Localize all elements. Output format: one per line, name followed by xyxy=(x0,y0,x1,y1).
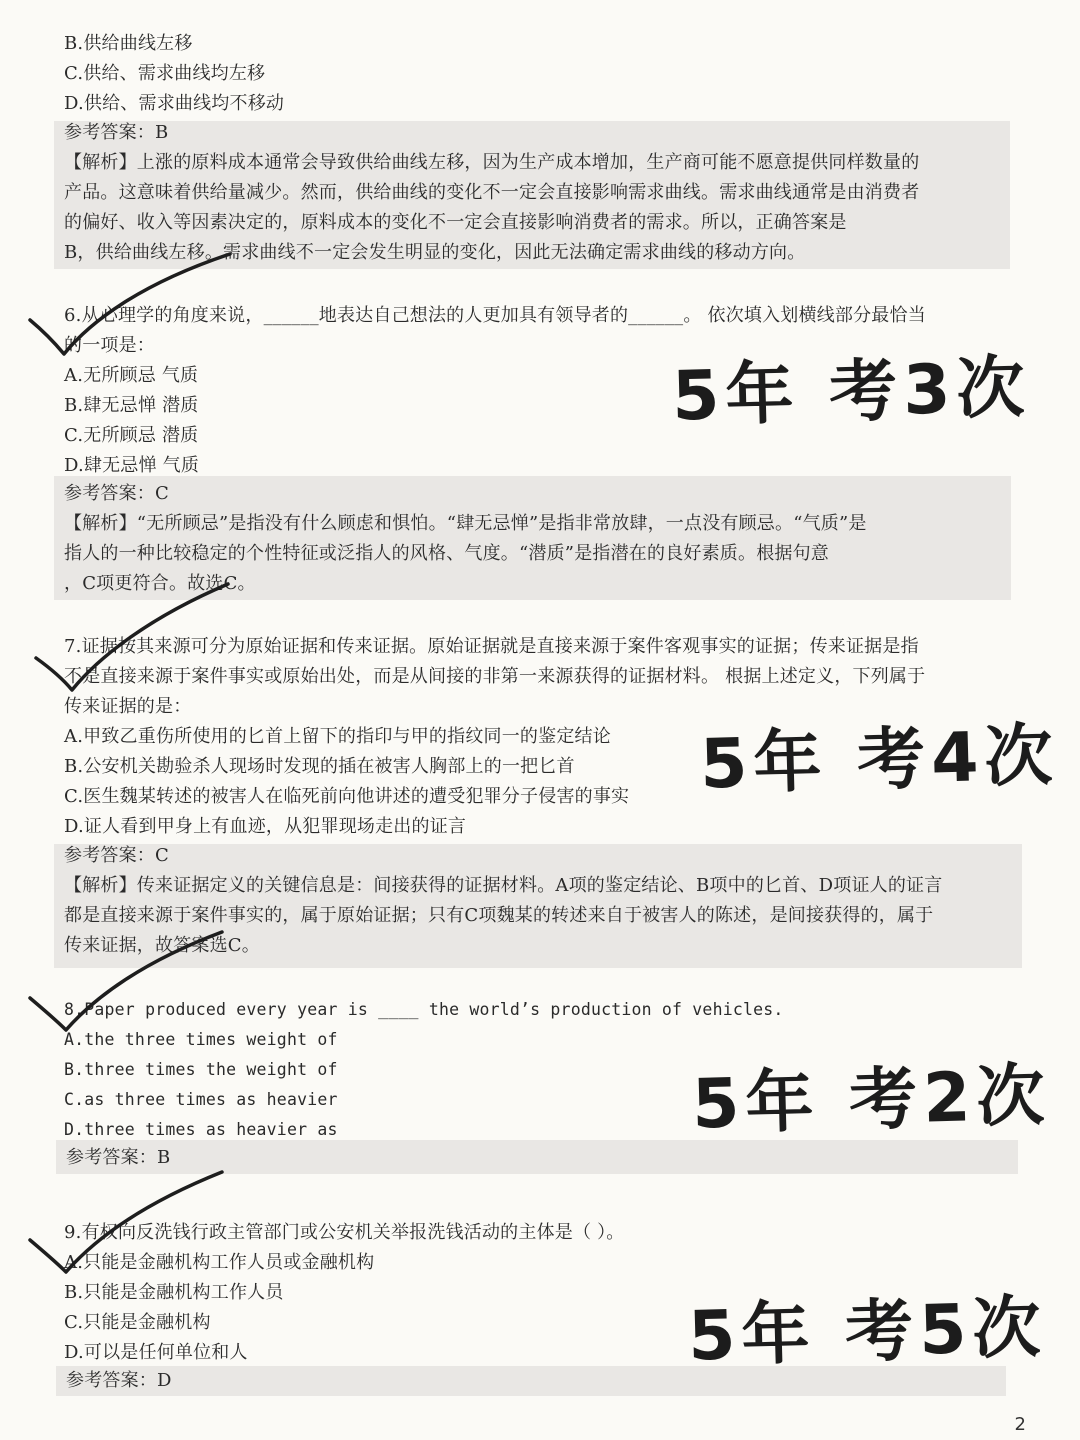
analysis-line: 的偏好、收入等因素决定的，原料成本的变化不一定会直接影响消费者的需求。所以，正确答案是 xyxy=(64,212,847,233)
q7-stem-line: 传来证据的是： xyxy=(64,696,192,717)
q6-option-b: B.肆无忌惮 潜质 xyxy=(64,395,199,416)
analysis-line: 传来证据，故答案选C。 xyxy=(64,935,260,956)
q7-stem-line: 不是直接来源于案件事实或原始出处，而是从间接的非第一来源获得的证据材料。 根据上述定义，下列属于 xyxy=(64,666,926,687)
analysis-line: 都是直接来源于案件事实的，属于原始证据；只有C项魏某的转述来自于被害人的陈述，是间接获得的，属于 xyxy=(64,905,934,926)
handwritten-note-q8: 5年 考2次 xyxy=(691,1056,1052,1145)
q7-option-d: D.证人看到甲身上有血迹，从犯罪现场走出的证言 xyxy=(64,816,467,837)
answer-text: 参考答案：C xyxy=(64,483,169,504)
handwritten-note-q6: 5年 考3次 xyxy=(671,348,1032,437)
answer-box-q5 xyxy=(54,121,1010,269)
option-c: C.供给、需求曲线均左移 xyxy=(64,63,266,84)
answer-text: 参考答案：B xyxy=(66,1147,171,1168)
q7-option-a: A.甲致乙重伤所使用的匕首上留下的指印与甲的指纹同一的鉴定结论 xyxy=(64,726,611,747)
q6-option-a: A.无所顾忌 气质 xyxy=(64,365,199,386)
q9-stem: 9.有权向反洗钱行政主管部门或公安机关举报洗钱活动的主体是（ ）。 xyxy=(64,1222,625,1243)
analysis-line: B，供给曲线左移。需求曲线不一定会发生明显的变化，因此无法确定需求曲线的移动方向。 xyxy=(64,242,806,263)
q6-option-d: D.肆无忌惮 气质 xyxy=(64,455,200,476)
q7-option-c: C.医生魏某转述的被害人在临死前向他讲述的遭受犯罪分子侵害的事实 xyxy=(64,786,630,807)
analysis-line: 产品。这意味着供给量减少。然而，供给曲线的变化不一定会直接影响需求曲线。需求曲线通常是由消费者 xyxy=(64,182,920,203)
analysis-line: 指人的一种比较稳定的个性特征或泛指人的风格、气度。“潜质”是指潜在的良好素质。根据句意 xyxy=(64,543,829,564)
q7-stem-line: 7.证据按其来源可分为原始证据和传来证据。原始证据就是直接来源于案件客观事实的证据；传来证据是指 xyxy=(64,636,919,657)
page-number: 2 xyxy=(1014,1414,1026,1435)
answer-text: 参考答案：B xyxy=(64,122,169,143)
option-b: B.供给曲线左移 xyxy=(64,33,193,54)
analysis-line: 【解析】“无所顾忌”是指没有什么顾虑和惧怕。“肆无忌惮”是指非常放肆，一点没有顾忌。“气质”是 xyxy=(64,513,867,534)
q6-stem-line: 的一项是： xyxy=(64,335,155,356)
checkmark-icon xyxy=(22,928,232,1038)
handwritten-note-q9: 5年 考5次 xyxy=(687,1288,1048,1377)
q6-stem-line: 6.从心理学的角度来说，______地表达自己想法的人更加具有领导者的______。 依次填入划横线部分最恰当 xyxy=(64,305,926,326)
q7-option-b: B.公安机关勘验杀人现场时发现的插在被害人胸部上的一把匕首 xyxy=(64,756,575,777)
analysis-line: ，C项更符合。故选C。 xyxy=(64,573,256,594)
analysis-line: 【解析】上涨的原料成本通常会导致供给曲线左移，因为生产成本增加，生产商可能不愿意提供同样数量的 xyxy=(64,152,920,173)
answer-text: 参考答案：C xyxy=(64,845,169,866)
checkmark-icon xyxy=(28,578,238,698)
q8-option-c: C.as three times as heavier xyxy=(64,1090,338,1109)
q6-option-c: C.无所顾忌 潜质 xyxy=(64,425,199,446)
q9-option-a: A.只能是金融机构工作人员或金融机构 xyxy=(64,1252,375,1273)
q8-option-b: B.three times the weight of xyxy=(64,1060,338,1079)
checkmark-icon xyxy=(20,248,240,368)
q8-option-a: A.the three times weight of xyxy=(64,1030,338,1049)
handwritten-note-q7: 5年 考4次 xyxy=(699,716,1060,805)
q9-option-d: D.可以是任何单位和人 xyxy=(64,1342,248,1363)
answer-text: 参考答案：D xyxy=(66,1370,172,1391)
checkmark-icon xyxy=(22,1168,232,1278)
option-d: D.供给、需求曲线均不移动 xyxy=(64,93,285,114)
q9-option-c: C.只能是金融机构 xyxy=(64,1312,211,1333)
analysis-line: 【解析】传来证据定义的关键信息是：间接获得的证据材料。A项的鉴定结论、B项中的匕首、D项证人的证言 xyxy=(64,875,943,896)
q9-option-b: B.只能是金融机构工作人员 xyxy=(64,1282,284,1303)
q8-option-d: D.three times as heavier as xyxy=(64,1120,338,1139)
q8-stem: 8.Paper produced every year is ____ the world’s production of vehicles. xyxy=(64,1000,784,1019)
